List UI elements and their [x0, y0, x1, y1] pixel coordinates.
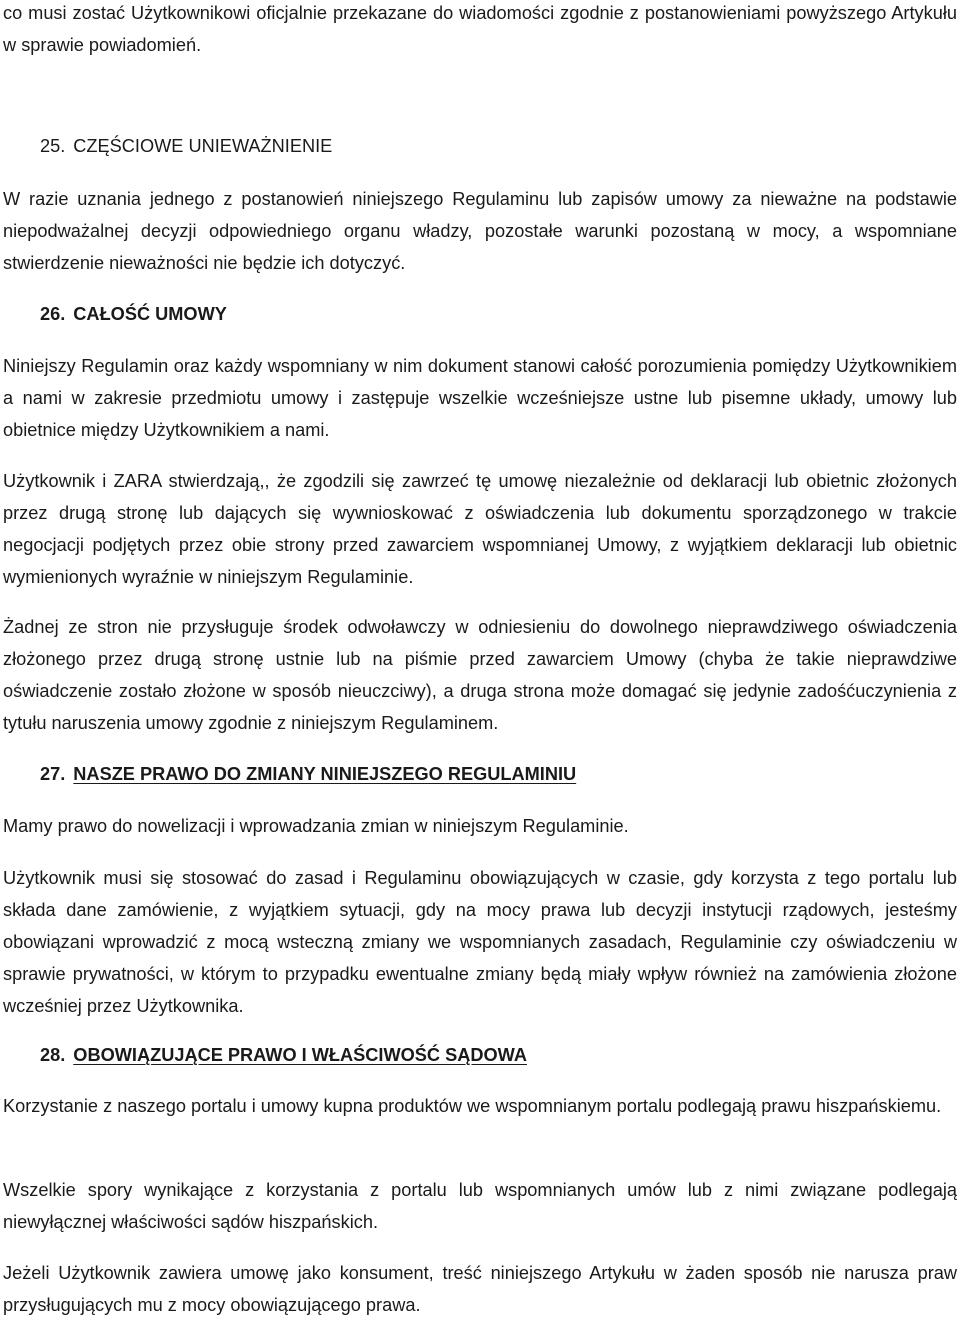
section-heading-27 [40, 758, 576, 790]
paragraph: Korzystanie z naszego portalu i umowy kupna produktów we wspomnianym portalu podlegają prawu hiszpańskiemu. [3, 1096, 942, 1116]
intro-paragraph: co musi zostać Użytkownikowi oficjalnie przekazane do wiadomości zgodnie z postanowieniami powyższego Artykułu w sprawie powiadomień. [3, 3, 957, 55]
paragraph: W razie uznania jednego z postanowień niniejszego Regulaminu lub zapisów umowy za nieważne na podstawie niepodważalnej decyzji odpowiedniego organu władzy, pozostałe warunki pozostaną w mocy, a wspomniane stwierdzenie nieważności nie będzie ich dotyczyć. [3, 189, 957, 273]
section-number: 27. [40, 764, 66, 784]
section-title: NASZE PRAWO DO ZMIANY NINIEJSZEGO REGULAMINIU [73, 764, 577, 784]
section-title: CAŁOŚĆ UMOWY [73, 304, 227, 324]
paragraph: Żadnej ze stron nie przysługuje środek odwoławczy w odniesieniu do dowolnego nieprawdziwego oświadczenia złożonego przez drugą stronę ustnie lub na piśmie przed zawarciem Umowy (chyba że takie nieprawdziwe oświadczenie zostało złożone w sposób nieuczciwy), a druga strona może domagać się jedynie zadośćuczynienia z tytułu naruszenia umowy zgodnie z niniejszym Regulaminem. [3, 617, 957, 733]
paragraph: Jeżeli Użytkownik zawiera umowę jako konsument, treść niniejszego Artykułu w żaden sposób nie narusza praw przysługujących mu z mocy obowiązującego prawa. [3, 1263, 957, 1315]
section-heading-25 [40, 130, 332, 162]
paragraph: Użytkownik i ZARA stwierdzają,, że zgodzili się zawrzeć tę umowę niezależnie od deklaracji lub obietnic złożonych przez drugą stronę lub dających się wywnioskować z oświadczenia lub dokumentu sporządzonego w trakcie negocjacji podjętych przez obie strony przed zawarciem wspomnianej Umowy, z wyjątkiem deklaracji lub obietnic wymienionych wyraźnie w niniejszym Regulaminie. [3, 471, 957, 587]
paragraph: Wszelkie spory wynikające z korzystania z portalu lub wspomnianych umów lub z nimi związane podlegają niewyłącznej właściwości sądów hiszpańskich. [3, 1180, 957, 1232]
section-number: 25. [40, 136, 66, 156]
section-number: 26. [40, 304, 66, 324]
section-heading-28 [40, 1039, 527, 1071]
paragraph: Użytkownik musi się stosować do zasad i Regulaminu obowiązujących w czasie, gdy korzysta z tego portalu lub składa dane zamówienie, z wyjątkiem sytuacji, gdy na mocy prawa lub decyzji instytucji rządowych, jesteśmy obowiązani wprowadzić z mocą wsteczną zmiany we wspomnianych zasadach, Regulaminie czy oświadczeniu w sprawie prywatności, w którym to przypadku ewentualne zmiany będą miały wpływ również na zamówienia złożone wcześniej przez Użytkownika. [3, 868, 957, 1016]
section-number: 28. [40, 1045, 66, 1065]
section-title: CZĘŚCIOWE UNIEWAŻNIENIE [73, 136, 333, 156]
section-title: OBOWIĄZUJĄCE PRAWO I WŁAŚCIWOŚĆ SĄDOWA [73, 1045, 527, 1065]
paragraph: Mamy prawo do nowelizacji i wprowadzania zmian w niniejszym Regulaminie. [3, 816, 629, 836]
section-heading-26 [40, 298, 227, 330]
paragraph: Niniejszy Regulamin oraz każdy wspomniany w nim dokument stanowi całość porozumienia pomiędzy Użytkownikiem a nami w zakresie przedmiotu umowy i zastępuje wszelkie wcześniejsze ustne lub pisemne układy, umowy lub obietnice między Użytkownikiem a nami. [3, 356, 957, 440]
